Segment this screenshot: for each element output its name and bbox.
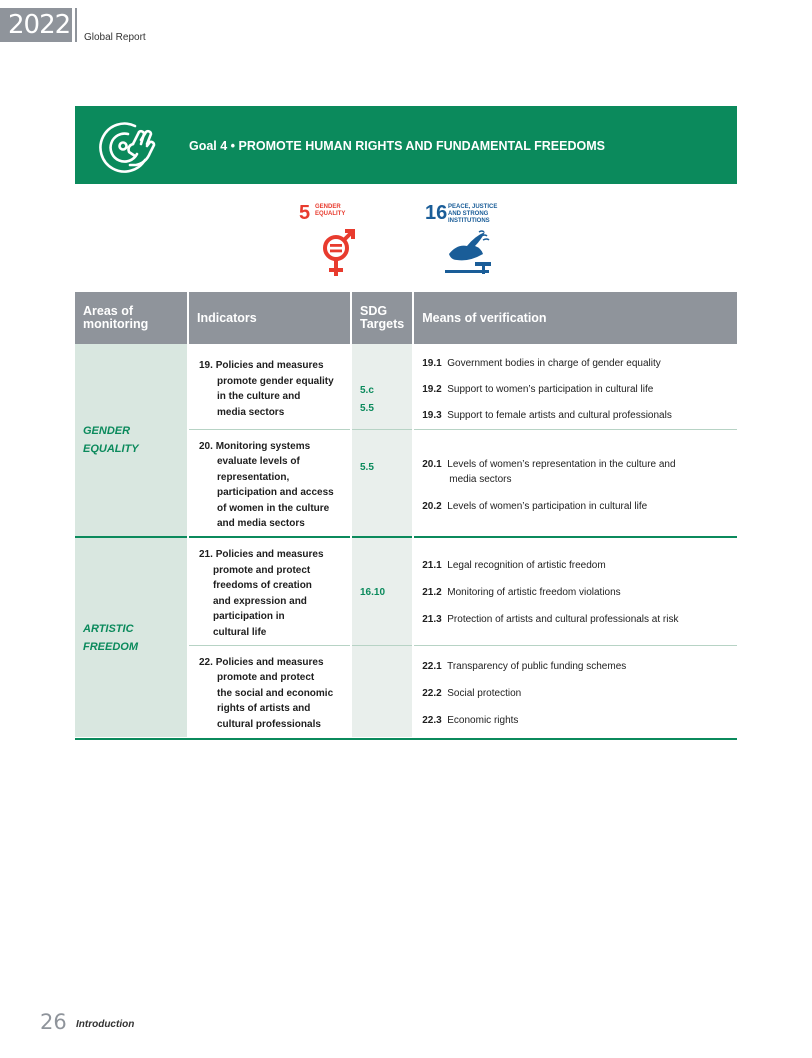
table-row bbox=[75, 537, 737, 645]
header-indicators: Indicators bbox=[188, 292, 351, 344]
sdg-5-caption: GENDER EQUALITY bbox=[315, 204, 346, 217]
sdg-target: 5.c bbox=[360, 385, 374, 396]
means-item: 21.1 Legal recognition of artistic freedom bbox=[422, 560, 606, 571]
goal-banner bbox=[75, 106, 737, 184]
sdg-target: 5.5 bbox=[360, 461, 374, 473]
gender-equality-icon bbox=[317, 228, 359, 280]
means-cell bbox=[413, 645, 737, 737]
means-cell bbox=[413, 344, 737, 429]
means-item: 20.2 Levels of women’s participation in cultural life bbox=[422, 500, 648, 512]
goal-title: Goal 4 • PROMOTE HUMAN RIGHTS AND FUNDAMENTAL FREEDOMS bbox=[189, 139, 605, 153]
area-cell bbox=[75, 344, 188, 537]
indicator-cell bbox=[188, 344, 351, 429]
sdg-target-cell bbox=[351, 344, 413, 429]
sdg-target: 16.10 bbox=[360, 587, 386, 598]
sdg-target-cell bbox=[351, 537, 413, 645]
sdg-16-caption: PEACE, JUSTICE AND STRONG INSTITUTIONS bbox=[448, 204, 498, 224]
table-bottom-rule bbox=[75, 738, 737, 740]
area-label: GENDER EQUALITY bbox=[83, 425, 139, 455]
indicator-text: 21. Policies and measures promote and protect freedoms of creation and expression and participation in cultural life bbox=[199, 549, 324, 638]
sdg-target: 5.5 bbox=[360, 403, 374, 414]
means-item: 20.1 Levels of women’s representation in the culture and media sectors bbox=[422, 458, 676, 485]
header-means: Means of verification bbox=[413, 292, 737, 344]
dove-gavel-icon bbox=[443, 230, 497, 276]
sdg-16-badge bbox=[425, 202, 515, 282]
means-item: 19.2 Support to women’s participation in cultural life bbox=[422, 384, 654, 395]
indicator-cell bbox=[188, 645, 351, 737]
means-item: 22.3 Economic rights bbox=[422, 714, 519, 726]
indicator-cell bbox=[188, 537, 351, 645]
means-cell bbox=[413, 429, 737, 537]
table-header-row bbox=[75, 292, 737, 344]
area-label: ARTISTIC FREEDOM bbox=[83, 622, 138, 653]
sdg-target-cell bbox=[351, 645, 413, 737]
sdg-5-number: 5 bbox=[299, 202, 311, 224]
year-tab bbox=[0, 8, 72, 42]
page-number: 26 bbox=[40, 1010, 67, 1034]
hand-heart-icon bbox=[95, 114, 159, 178]
section-name: Introduction bbox=[76, 1019, 135, 1030]
means-item: 19.3 Support to female artists and cultural professionals bbox=[422, 410, 672, 421]
header-areas: Areas of monitoring bbox=[75, 292, 188, 344]
sdg-5-badge bbox=[299, 202, 379, 282]
means-item: 19.1 Government bodies in charge of gender equality bbox=[422, 358, 661, 369]
year-divider bbox=[75, 8, 77, 42]
indicator-text: 22. Policies and measures promote and protect the social and economic rights of artists and cultural professionals bbox=[199, 656, 334, 730]
report-year: 2022 bbox=[8, 10, 71, 40]
report-title: Global Report bbox=[84, 32, 146, 43]
means-item: 21.2 Monitoring of artistic freedom violations bbox=[422, 587, 621, 598]
table-row bbox=[75, 344, 737, 429]
area-cell bbox=[75, 537, 188, 737]
means-item: 22.2 Social protection bbox=[422, 687, 522, 699]
means-item: 22.1 Transparency of public funding schemes bbox=[422, 660, 627, 672]
means-cell bbox=[413, 537, 737, 645]
sdg-16-number: 16 bbox=[425, 202, 448, 224]
indicator-text: 19. Policies and measures promote gender equality in the culture and media sectors bbox=[199, 360, 334, 418]
sdg-target-cell bbox=[351, 429, 413, 537]
means-item: 21.3 Protection of artists and cultural professionals at risk bbox=[422, 614, 679, 625]
indicator-text: 20. Monitoring systems evaluate levels of representation, participation and access of women in the culture and media sectors bbox=[199, 440, 334, 529]
indicator-cell bbox=[188, 429, 351, 537]
header-sdg-targets: SDG Targets bbox=[351, 292, 413, 344]
monitoring-table bbox=[75, 292, 737, 737]
